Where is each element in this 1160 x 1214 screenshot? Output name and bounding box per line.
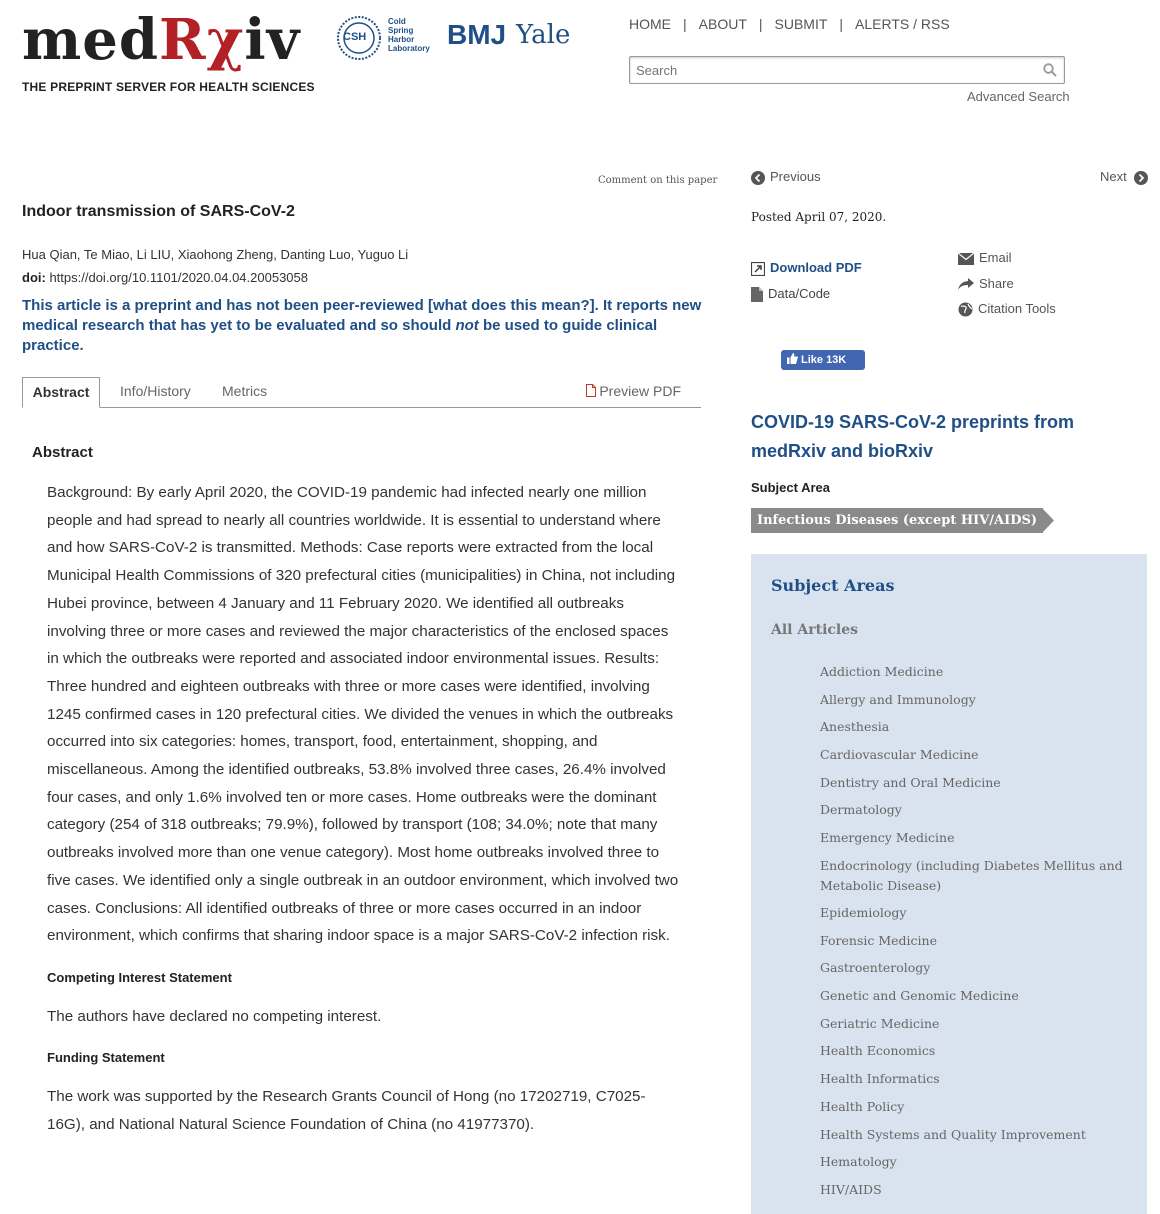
thumbs-up-icon <box>787 353 798 364</box>
bmj-logo[interactable]: BMJ <box>447 19 507 50</box>
download-pdf-label: Download PDF <box>770 260 862 275</box>
article-tabs <box>22 377 701 408</box>
category-link[interactable]: Health Economics <box>820 1043 936 1058</box>
share-arrow-icon <box>958 278 974 291</box>
category-link[interactable]: Emergency Medicine <box>820 830 955 845</box>
data-code-label: Data/Code <box>768 286 831 301</box>
subject-area-tag[interactable] <box>751 508 1043 533</box>
category-link[interactable]: Addiction Medicine <box>820 664 944 679</box>
subject-areas-panel <box>751 554 1147 1214</box>
nav-home[interactable]: HOME <box>629 16 671 32</box>
search-box <box>629 56 1065 84</box>
arrow-right-circle-icon <box>1134 171 1148 185</box>
arrow-left-circle-icon <box>751 171 765 185</box>
csh-mark: CSH <box>343 31 367 43</box>
email-link[interactable] <box>958 250 1012 265</box>
category-link[interactable]: Allergy and Immunology <box>820 692 976 707</box>
subject-area-label: Subject Area <box>751 480 830 495</box>
like-count: Like 13K <box>801 354 847 366</box>
category-link[interactable]: Cardiovascular Medicine <box>820 747 979 762</box>
tag-arrow-icon <box>1042 508 1054 533</box>
citation-tools-link[interactable] <box>958 301 1056 317</box>
share-link[interactable] <box>958 276 1014 291</box>
globe-icon <box>958 302 973 317</box>
category-link[interactable]: HIV/AIDS <box>820 1182 882 1197</box>
category-link[interactable]: Geriatric Medicine <box>820 1016 940 1031</box>
category-link[interactable]: Endocrinology (including Diabetes Mellitus and Metabolic Disease) <box>820 858 1123 893</box>
category-link[interactable]: Genetic and Genomic Medicine <box>820 988 1019 1003</box>
tab-metrics[interactable]: Metrics <box>222 383 268 399</box>
logo-tagline: THE PREPRINT SERVER FOR HEALTH SCIENCES <box>22 80 315 94</box>
funding-heading: Funding Statement <box>47 1050 165 1066</box>
doi-link[interactable]: https://doi.org/10.1101/2020.04.04.20053058 <box>49 270 308 285</box>
tab-info-history[interactable]: Info/History <box>120 383 191 399</box>
subject-area-tag-label: Infectious Diseases (except HIV/AIDS) <box>751 508 1043 533</box>
abstract-section <box>47 479 679 1138</box>
search-input[interactable] <box>630 57 1042 83</box>
abstract-text: Background: By early April 2020, the COVID-19 pandemic had infected nearly one million people and had spread to nearly all countries worldwide. It is essential to understand where and how SARS-CoV-2 is transmitted. Methods: Case reports were extracted from the local Municipal Health Commissions of 320 prefectural cities (municipalities) in China, not including Hubei province, between 4 January and 11 February 2020. We identified all outbreaks involving three or more cases and reviewed the major characteristics of the enclosed spaces in which the outbreaks were reported and associated indoor environmental issues. Results: Three hundred and eighteen outbreaks with three or more cases were identified, involving 1245 confirmed cases in 120 prefectural cities. We divided the venues in which the outbreaks occurred into six categories: homes, transport, food, entertainment, shopping, and miscellaneous. Among the identified outbreaks, 53.8% involved three cases, 26.4% involved four cases, and only 1.6% involved ten or more cases. Home outbreaks were the dominant category (254 of 318 outbreaks; 79.9%), followed by transport (108; 34.0%; note that many outbreaks involved more than one venue category). Most home outbreaks involved three to five cases. We identified only a single outbreak in an outdoor environment, which involved two cases. Conclusions: All identified outbreaks of three or more cases occurred in an indoor environment, which confirms that sharing indoor space is a major SARS-CoV-2 infection risk. <box>47 484 679 945</box>
posted-date: Posted April 07, 2020. <box>751 210 887 224</box>
next-link[interactable] <box>1100 169 1148 185</box>
download-pdf-link[interactable] <box>751 260 862 276</box>
next-label: Next <box>1100 169 1127 184</box>
category-link[interactable]: Anesthesia <box>820 719 890 734</box>
category-link[interactable]: Epidemiology <box>820 905 907 920</box>
data-code-link[interactable] <box>751 286 830 302</box>
nav-submit[interactable]: SUBMIT <box>774 16 828 32</box>
article-title: Indoor transmission of SARS-CoV-2 <box>22 203 295 220</box>
facebook-like-button[interactable] <box>781 350 865 370</box>
covid-preprints-link[interactable]: COVID-19 SARS-CoV-2 preprints from medRxiv and bioRxiv <box>751 412 1075 461</box>
share-label: Share <box>979 276 1014 291</box>
category-link[interactable]: Forensic Medicine <box>820 933 937 948</box>
author-list[interactable]: Hua Qian, Te Miao, Li LIU, Xiaohong Zheng, Danting Luo, Yuguo Li <box>22 247 409 262</box>
nav-about[interactable]: ABOUT <box>698 16 747 32</box>
previous-link[interactable] <box>751 169 821 185</box>
competing-interest-text: The authors have declared no competing interest. <box>47 1007 382 1025</box>
competing-interest-heading: Competing Interest Statement <box>47 969 232 985</box>
category-link[interactable]: Gastroenterology <box>820 960 931 975</box>
category-link[interactable]: Health Systems and Quality Improvement <box>820 1127 1086 1142</box>
funding-text: The work was supported by the Research Grants Council of Hong (no 17202719, C7025-16G), and National Natural Science Foundation of China (no 41977370). <box>47 1088 646 1133</box>
medrxiv-logo[interactable]: medRχiv <box>22 7 301 73</box>
pdf-file-icon <box>586 384 596 397</box>
category-link[interactable]: Dermatology <box>820 802 902 817</box>
email-label: Email <box>979 250 1012 265</box>
category-link[interactable]: Dentistry and Oral Medicine <box>820 775 1001 790</box>
nav-separator: | <box>839 16 844 32</box>
search-icon[interactable] <box>1043 63 1057 77</box>
citation-tools-label: Citation Tools <box>978 301 1056 316</box>
previous-label: Previous <box>770 169 821 184</box>
preview-pdf-label: Preview PDF <box>599 383 681 399</box>
advanced-search-link[interactable]: Advanced Search <box>967 89 1070 104</box>
comment-link[interactable]: Comment on this paper <box>598 175 718 186</box>
abstract-heading: Abstract <box>32 444 93 461</box>
nav-separator: | <box>758 16 763 32</box>
download-pdf-icon <box>751 262 765 276</box>
preview-pdf-button[interactable] <box>586 377 681 406</box>
yale-logo[interactable]: Yale <box>516 20 571 50</box>
doi-line <box>22 270 308 285</box>
category-link[interactable]: Health Policy <box>820 1099 905 1114</box>
subject-areas-heading: Subject Areas <box>771 576 895 595</box>
file-icon <box>751 287 763 302</box>
category-link[interactable]: Health Informatics <box>820 1071 940 1086</box>
category-link[interactable]: Hematology <box>820 1154 897 1169</box>
nav-alerts-rss[interactable]: ALERTS / RSS <box>855 16 950 32</box>
top-nav <box>629 16 950 32</box>
nav-separator: | <box>683 16 687 32</box>
all-articles-link[interactable]: All Articles <box>771 622 859 638</box>
envelope-icon <box>958 253 974 265</box>
tab-abstract[interactable]: Abstract <box>22 377 100 408</box>
csh-name: Cold Spring Harbor Laboratory <box>388 17 430 53</box>
preprint-notice: This article is a preprint and has not been peer-reviewed [what does this mean?]. It reports new medical research that has yet to be evaluated and so should not be used to guide clinical practice. <box>22 297 702 354</box>
doi-label: doi: <box>22 270 46 285</box>
